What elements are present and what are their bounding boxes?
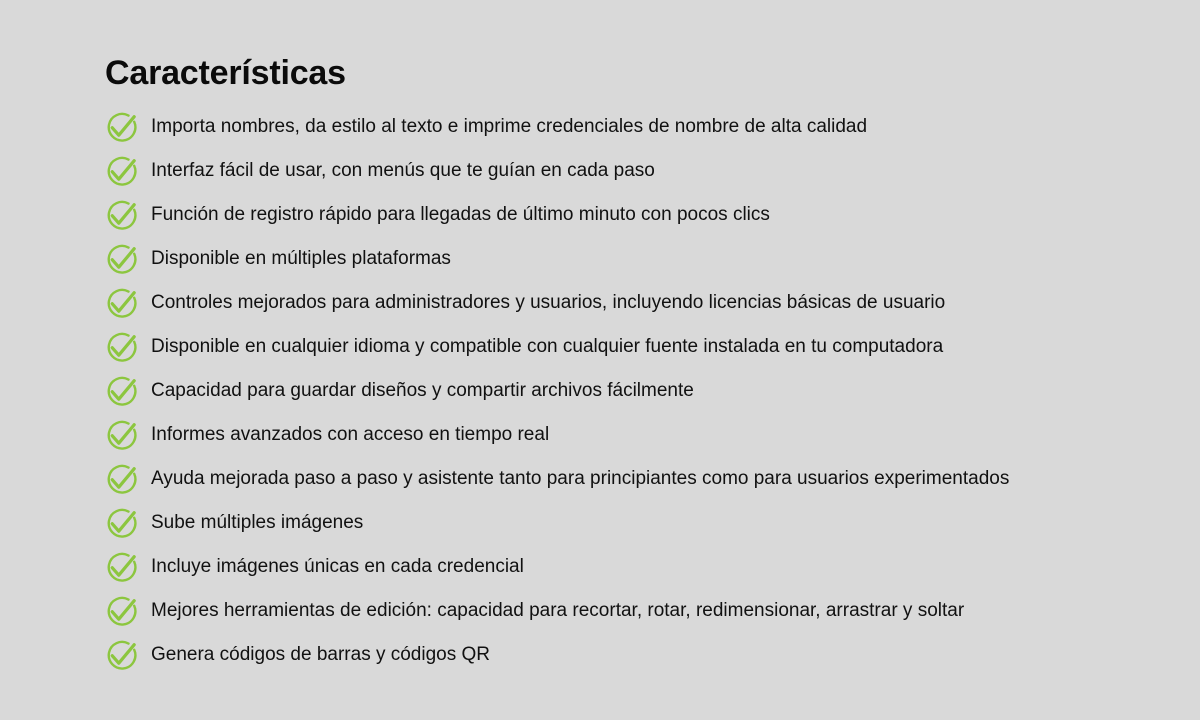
check-circle-icon bbox=[105, 375, 137, 407]
feature-text: Interfaz fácil de usar, con menús que te guían en cada paso bbox=[151, 160, 655, 181]
check-circle-icon bbox=[105, 287, 137, 319]
feature-text: Incluye imágenes únicas en cada credencial bbox=[151, 556, 524, 577]
check-circle-icon bbox=[105, 243, 137, 275]
feature-item bbox=[105, 501, 1105, 545]
feature-item bbox=[105, 369, 1105, 413]
feature-text: Función de registro rápido para llegadas de último minuto con pocos clics bbox=[151, 204, 770, 225]
feature-item bbox=[105, 589, 1105, 633]
feature-text: Genera códigos de barras y códigos QR bbox=[151, 644, 491, 665]
feature-text: Mejores herramientas de edición: capacidad para recortar, rotar, redimensionar, arrastrar y soltar bbox=[151, 600, 965, 621]
check-circle-icon bbox=[105, 551, 137, 583]
check-circle-icon bbox=[105, 199, 137, 231]
feature-item bbox=[105, 545, 1105, 589]
feature-text: Ayuda mejorada paso a paso y asistente tanto para principiantes como para usuarios experimentados bbox=[151, 468, 1010, 489]
feature-item bbox=[105, 457, 1105, 501]
feature-text: Sube múltiples imágenes bbox=[151, 512, 364, 533]
feature-text: Controles mejorados para administradores y usuarios, incluyendo licencias básicas de usuario bbox=[151, 292, 946, 313]
feature-item bbox=[105, 413, 1105, 457]
feature-text: Importa nombres, da estilo al texto e imprime credenciales de nombre de alta calidad bbox=[151, 116, 868, 137]
check-circle-icon bbox=[105, 463, 137, 495]
check-circle-icon bbox=[105, 507, 137, 539]
feature-text: Disponible en múltiples plataformas bbox=[151, 248, 451, 269]
check-circle-icon bbox=[105, 419, 137, 451]
feature-list bbox=[105, 105, 1105, 677]
features-section bbox=[105, 51, 1105, 677]
feature-text: Disponible en cualquier idioma y compatible con cualquier fuente instalada en tu computadora bbox=[151, 336, 944, 357]
check-circle-icon bbox=[105, 331, 137, 363]
feature-item bbox=[105, 325, 1105, 369]
feature-item bbox=[105, 237, 1105, 281]
feature-item bbox=[105, 105, 1105, 149]
check-circle-icon bbox=[105, 639, 137, 671]
check-circle-icon bbox=[105, 155, 137, 187]
feature-item bbox=[105, 193, 1105, 237]
feature-text: Capacidad para guardar diseños y compartir archivos fácilmente bbox=[151, 380, 694, 401]
check-circle-icon bbox=[105, 595, 137, 627]
feature-item bbox=[105, 281, 1105, 325]
feature-item bbox=[105, 633, 1105, 677]
feature-item bbox=[105, 149, 1105, 193]
page-title: Características bbox=[105, 54, 346, 92]
feature-text: Informes avanzados con acceso en tiempo real bbox=[151, 424, 550, 445]
check-circle-icon bbox=[105, 111, 137, 143]
